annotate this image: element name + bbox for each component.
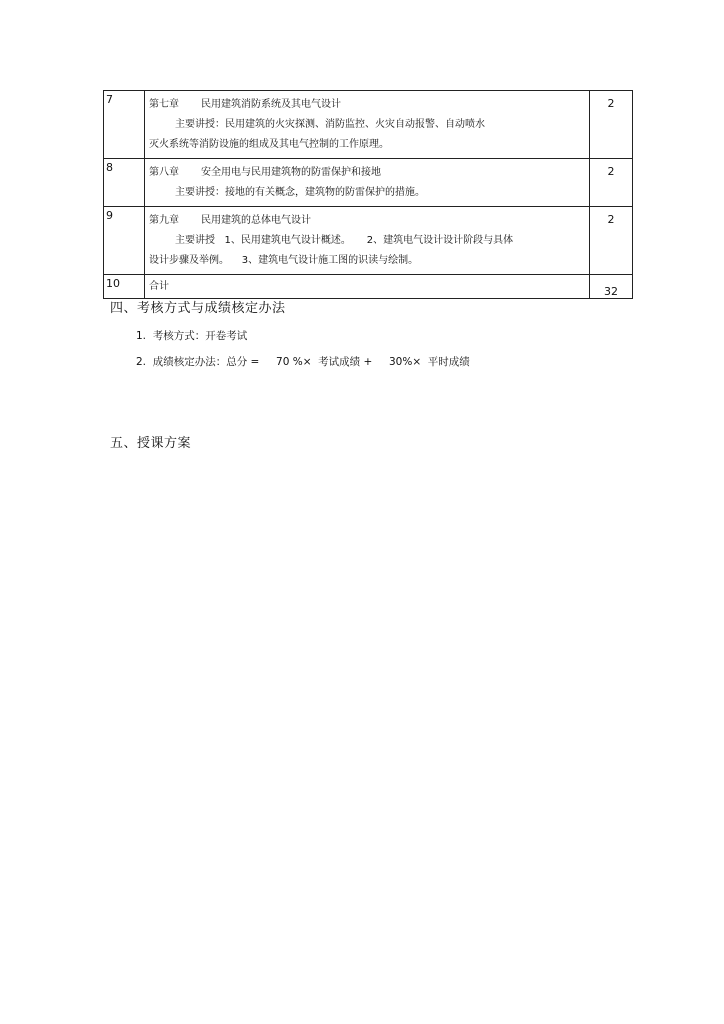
chapter-title: 民用建筑消防系统及其电气设计 — [201, 99, 341, 110]
chapter-detail: 主要讲授：接地的有关概念，建筑物的防雷保护的措施。 — [175, 187, 425, 198]
chapter-label: 第八章 — [149, 167, 179, 178]
total-hours: 32 — [590, 275, 633, 299]
chapter-title: 民用建筑的总体电气设计 — [201, 215, 311, 226]
total-label: 合计 — [145, 275, 590, 299]
row-content — [145, 207, 590, 275]
chapter-heading — [149, 163, 585, 183]
grading-method: 2. 成绩核定办法：总分 = 70 %× 考试成绩 + 30%× 平时成绩 — [136, 356, 470, 368]
row-hours: 2 — [590, 159, 633, 207]
row-number: 8 — [104, 159, 145, 207]
row-number: 7 — [104, 91, 145, 159]
row-number: 10 — [104, 275, 145, 299]
chapter-detail-cont: 设计步骤及举例。 3、建筑电气设计施工图的识读与绘制。 — [149, 255, 419, 266]
total-row — [104, 275, 633, 299]
chapter-heading — [149, 95, 585, 115]
section-heading-teaching-plan: 五、授课方案 — [110, 436, 192, 451]
row-hours: 2 — [590, 91, 633, 159]
row-content — [145, 159, 590, 207]
table-row — [104, 159, 633, 207]
chapter-detail-cont: 灭火系统等消防设施的组成及其电气控制的工作原理。 — [149, 139, 389, 150]
table-row — [104, 207, 633, 275]
section-heading-assessment: 四、考核方式与成绩核定办法 — [110, 301, 286, 316]
chapter-label: 第九章 — [149, 215, 179, 226]
chapter-label: 第七章 — [149, 99, 179, 110]
row-number: 9 — [104, 207, 145, 275]
table-row — [104, 91, 633, 159]
assessment-method: 1. 考核方式：开卷考试 — [136, 330, 248, 342]
row-content — [145, 91, 590, 159]
syllabus-table — [103, 90, 633, 299]
chapter-detail: 主要讲授：民用建筑的火灾探测、消防监控、火灾自动报警、自动喷水 — [175, 119, 485, 130]
row-hours: 2 — [590, 207, 633, 275]
chapter-title: 安全用电与民用建筑物的防雷保护和接地 — [201, 167, 381, 178]
chapter-detail: 主要讲授 1、民用建筑电气设计概述。 2、建筑电气设计设计阶段与具体 — [175, 235, 514, 246]
chapter-heading — [149, 211, 585, 231]
